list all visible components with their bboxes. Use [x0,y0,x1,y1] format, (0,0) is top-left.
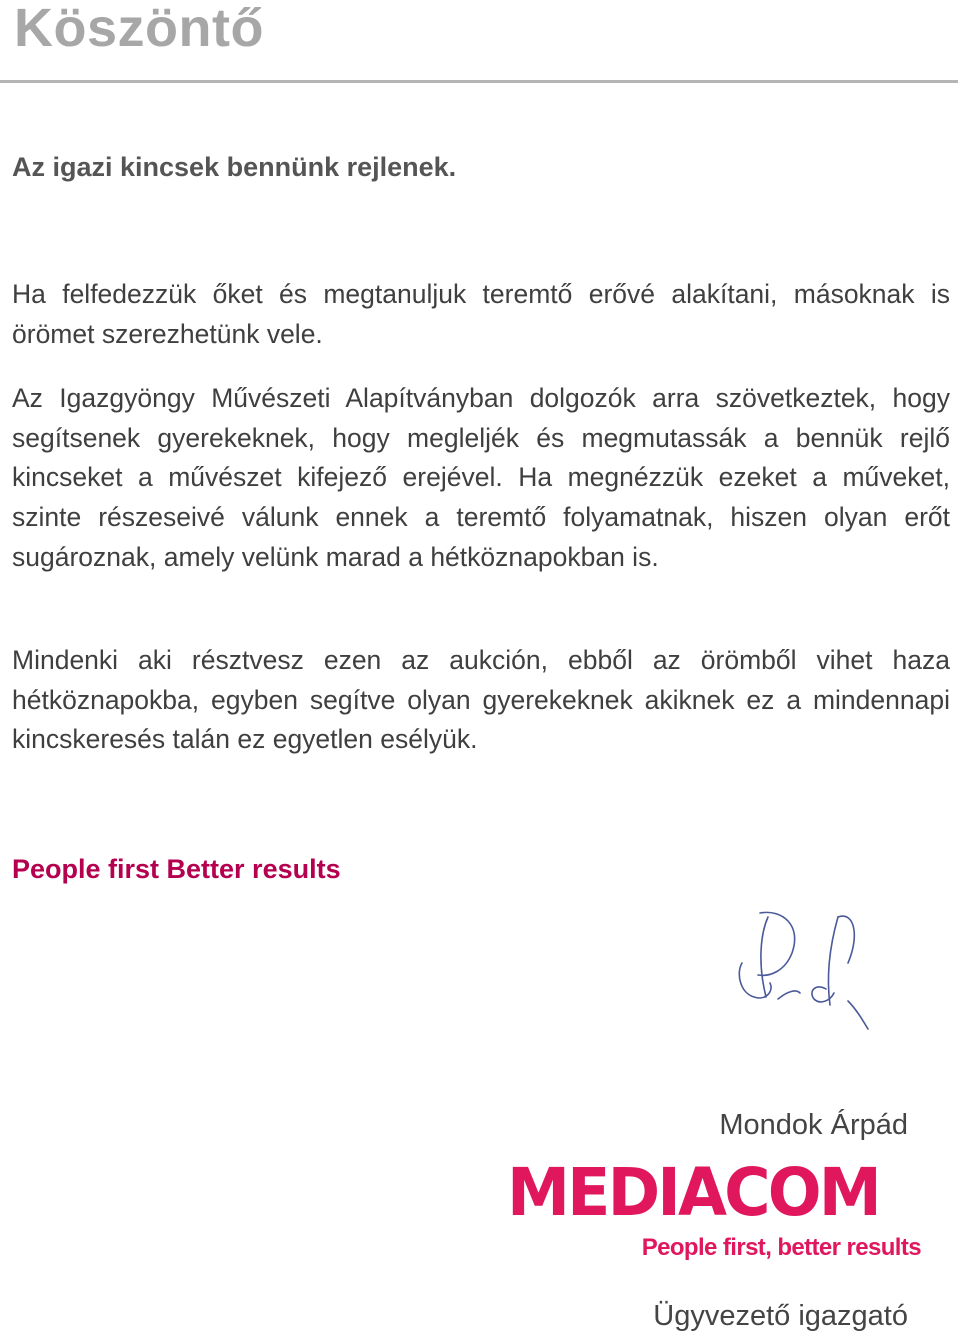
logo-wordmark: MEDIACOM [507,1154,879,1231]
paragraph-2: Az Igazgyöngy Művészeti Alapítványban dolgozók arra szövetkeztek, hogy segítsenek gyerekeknek, hogy megleljék és megmutassák a bennük rejlő kincseket a művészet kifejező erejével. Ha megnézzük ezeket a műveket, szinte részeseivé válunk ennek a teremtő folyamatnak, hiszen olyan erőt sugároznak, amely velünk marad a hétköznapokban is. [12,383,950,572]
paragraph-1: Ha felfedezzük őket és megtanuljuk teremtő erővé alakítani, másoknak is örömet szerezhetünk vele. [12,279,950,349]
logo-tagline: People first, better results [641,1234,921,1261]
slogan: People first Better results [12,854,341,884]
page-title: Köszöntő [14,0,264,58]
paragraph-3: Mindenki aki résztvesz ezen az aukción, ebből az örömből vihet haza hétköznapokba, egyben segítve olyan gyerekeknek akiknek ez a mindennapi kincskeresés talán ez egyetlen esélyük. [12,645,950,755]
signer-role: Ügyvezető igazgató [653,1300,908,1332]
intro-heading: Az igazi kincsek bennünk rejlenek. [12,152,457,182]
mediacom-logo [507,1154,921,1263]
title-divider [0,80,958,83]
signer-name: Mondok Árpád [719,1109,908,1141]
signature-image [730,905,880,1035]
